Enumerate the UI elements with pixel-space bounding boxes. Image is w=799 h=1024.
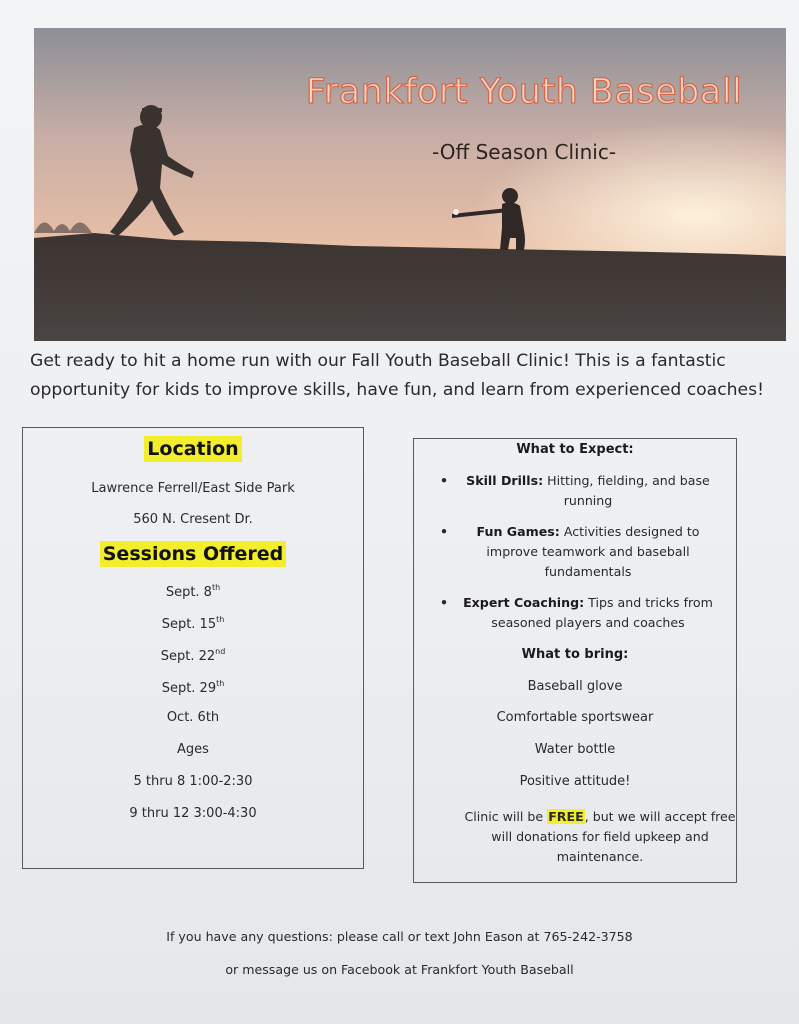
session-date: Sept. 8th [165, 583, 221, 600]
expect-item: • Fun Games: Activities designed to improve teamwork and baseball fundamentals [440, 524, 700, 579]
free-clinic-note: Clinic will be FREE, but we will accept free will donations for field upkeep and maintenance. [464, 809, 736, 864]
location-heading: Location [144, 436, 241, 462]
bring-item: Positive attitude! [519, 774, 631, 789]
session-date: Sept. 15th [161, 615, 225, 632]
expect-item: • Skill Drills: Hitting, fielding, and base running [440, 473, 710, 508]
sessions-heading: Sessions Offered [100, 541, 287, 567]
intro-line-2: opportunity for kids to improve skills, have fun, and learn from experienced coaches! [30, 380, 764, 400]
age-group-time: 5 thru 8 1:00-2:30 [133, 774, 253, 789]
park-address: 560 N. Cresent Dr. [133, 512, 253, 527]
expect-item: • Expert Coaching: Tips and tricks from seasoned players and coaches [440, 595, 713, 630]
location-heading-row [23, 436, 363, 462]
bring-heading: What to bring: [521, 647, 629, 662]
bring-item: Comfortable sportswear [496, 710, 654, 725]
contact-line: If you have any questions: please call or text John Eason at 765-242-3758 [166, 929, 633, 944]
bring-item: Water bottle [534, 742, 616, 757]
expect-heading: What to Expect: [516, 442, 634, 457]
intro-paragraph [30, 347, 790, 405]
free-highlight: FREE [548, 809, 584, 824]
sessions-heading-row [23, 541, 363, 567]
bring-item: Baseball glove [527, 679, 623, 694]
ages-heading: Ages [177, 742, 209, 757]
banner-subtitle: -Off Season Clinic- [431, 140, 617, 164]
banner-title: Frankfort Youth Baseball [305, 72, 743, 112]
session-date: Sept. 29th [161, 679, 225, 696]
facebook-line: or message us on Facebook at Frankfort Youth Baseball [225, 962, 574, 977]
bullet-icon: • [440, 524, 449, 539]
bullet-icon: • [440, 473, 449, 488]
session-date: Sept. 22nd [160, 647, 226, 664]
park-name: Lawrence Ferrell/East Side Park [91, 481, 295, 496]
location-sessions-box [22, 427, 364, 869]
banner-photo [34, 28, 786, 341]
bullet-icon: • [440, 595, 449, 610]
age-group-time: 9 thru 12 3:00-4:30 [129, 806, 257, 821]
intro-line-1: Get ready to hit a home run with our Fall Youth Baseball Clinic! This is a fantastic [30, 351, 726, 371]
session-date: Oct. 6th [166, 710, 220, 725]
expect-bring-box [413, 438, 737, 883]
